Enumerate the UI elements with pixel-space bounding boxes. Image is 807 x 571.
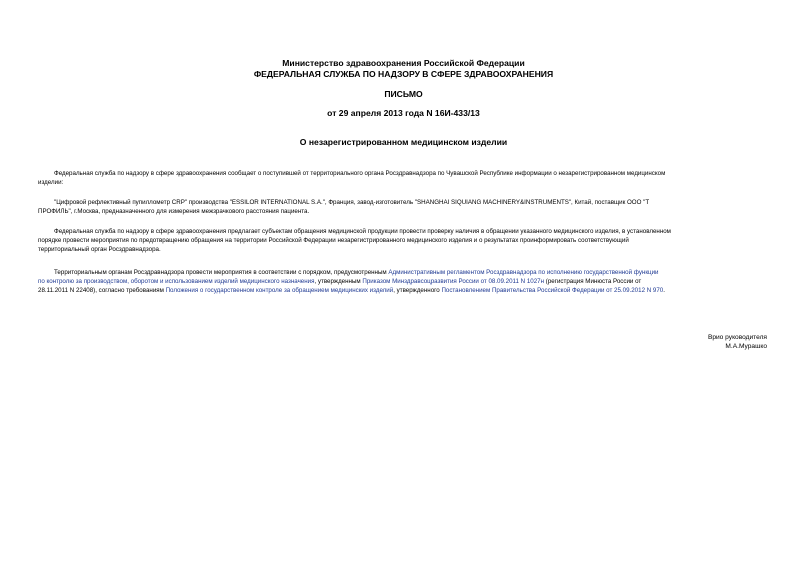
document-subject: О незарегистрированном медицинском изделии xyxy=(299,137,508,147)
paragraph-line: ПРОФИЛЬ", г.Москва, предназначенного для измерения межзрачкового расстояния пациента. xyxy=(38,208,310,215)
paragraph-text: , утвержденного xyxy=(393,287,442,294)
paragraph-text: 28.11.2011 N 22408), согласно требованиям xyxy=(38,287,166,294)
link-order-1027n[interactable]: Приказом Минздравсоцразвития России от 08.09.2011 N 1027н xyxy=(362,278,545,285)
paragraph-line: порядке провести мероприятия по предотвращению обращения на территории Российской Федерации незарегистрированного медицинского изделия и о результатах проинформировать соответствующий xyxy=(38,237,629,244)
link-government-decree-970[interactable]: Постановлением Правительства Российской Федерации от 25.09.2012 N 970 xyxy=(441,287,664,294)
paragraph-line xyxy=(38,268,778,277)
paragraph-device xyxy=(38,198,778,216)
paragraph-text: , утвержденным xyxy=(314,278,363,285)
paragraph-proposal xyxy=(38,227,778,254)
link-admin-regulation[interactable]: Административным регламентом Росздравнадзора по исполнению государственной функции xyxy=(388,269,659,276)
paragraph-line xyxy=(38,277,778,286)
paragraph-text: (регистрация Минюста России от xyxy=(544,278,642,285)
service-name: ФЕДЕРАЛЬНАЯ СЛУЖБА ПО НАДЗОРУ В СФЕРЕ ЗДРАВООХРАНЕНИЯ xyxy=(253,69,554,79)
link-state-control-regulation[interactable]: Положения о государственном контроле за обращением медицинских изделий xyxy=(165,287,394,294)
paragraph-text: . xyxy=(663,287,665,294)
paragraph-line: Федеральная служба по надзору в сфере здравоохранения предлагает субъектам обращения медицинской продукции провести проверку наличия в обращении указанного медицинского изделия, в установленном xyxy=(54,228,671,235)
paragraph-line xyxy=(38,286,778,295)
document-date-number: от 29 апреля 2013 года N 16И-433/13 xyxy=(327,108,480,118)
signatory-name: М.А.Мурашко xyxy=(725,343,767,350)
link-admin-regulation-cont[interactable]: по контролю за производством, оборотом и использованием изделий медицинского назначения xyxy=(38,278,315,285)
paragraph-line: изделии: xyxy=(38,179,64,186)
paragraph-line: "Цифровой рефлективный пупиллометр CRP" производства "ESSILOR INTERNATIONAL S.A.", Франция, завод-изготовитель "SHANGHAI SIQUIANG MACHINERY&INSTRUMENTS", Китай, поставщик ООО "Т xyxy=(54,199,650,206)
paragraph-text: Территориальным органам Росздравнадзора провести мероприятия в соответствии с порядком, предусмотренным xyxy=(54,269,389,276)
paragraph-line: Федеральная служба по надзору в сфере здравоохранения сообщает о поступившей от территориального органа Росздравнадзора по Чувашской Республике информации о незарегистрированном медицинском xyxy=(54,170,666,177)
ministry-name: Министерство здравоохранения Российской Федерации xyxy=(282,58,525,68)
document-type: ПИСЬМО xyxy=(384,89,423,99)
paragraph-line: территориальный орган Росздравнадзора. xyxy=(38,246,161,253)
paragraph-instructions xyxy=(38,268,778,295)
paragraph-notice xyxy=(38,169,778,187)
signatory-position: Врио руководителя xyxy=(707,334,767,341)
